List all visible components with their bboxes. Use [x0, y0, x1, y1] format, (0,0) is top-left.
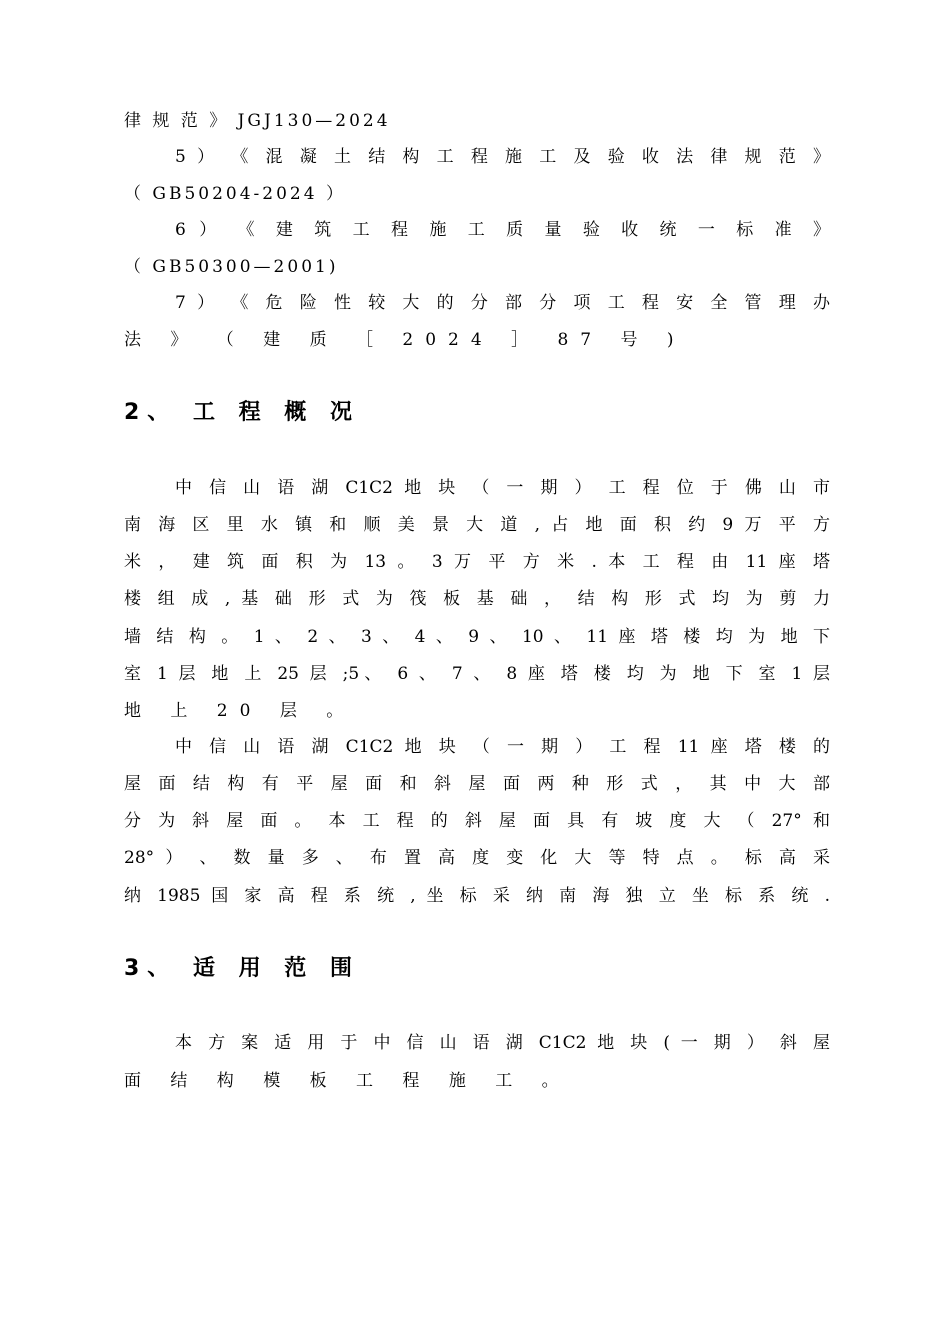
scope-paragraph-line: 面 结 构 模 板 工 程 施 工 。 [124, 1071, 571, 1091]
section-heading-scope: 3、 适 用 范 围 [124, 956, 360, 981]
overview-paragraph-2-line: 纳 1985 国 家 高 程 系 统 , 坐 标 采 纳 南 海 独 立 坐 标 系 统 . [124, 886, 830, 906]
overview-paragraph-2-line: 28° ） 、 数 量 多 、 布 置 高 度 变 化 大 等 特 点 。 标 高 采 [124, 848, 830, 868]
reference-item-7: 7 ） 《 危 险 性 较 大 的 分 部 分 项 工 程 安 全 管 理 办 [175, 293, 830, 313]
overview-paragraph-1-line: 中 信 山 语 湖 C1C2 地 块 （ 一 期 ） 工 程 位 于 佛 山 市 [175, 478, 830, 498]
reference-item-7-code: 法 》 （ 建 质 ［ 2024 ］ 87 号 ) [124, 330, 686, 350]
reference-item-6-code: （ GB50300—2001) [124, 257, 339, 277]
overview-paragraph-1-line: 南 海 区 里 水 镇 和 顺 美 景 大 道 , 占 地 面 积 约 9 万 平 方 [124, 515, 830, 535]
overview-paragraph-1-line: 墙 结 构 。 1 、 2 、 3 、 4 、 9 、 10 、 11 座 塔 楼 均 为 地 下 [124, 627, 830, 647]
section-heading-overview: 2、 工 程 概 况 [124, 400, 360, 425]
overview-paragraph-2-line: 分 为 斜 屋 面 。 本 工 程 的 斜 屋 面 具 有 坡 度 大 （ 27° 和 [124, 811, 830, 831]
reference-continuation: 律 规 范 》 JGJ130—2024 [124, 111, 391, 131]
reference-item-6: 6 ） 《 建 筑 工 程 施 工 质 量 验 收 统 一 标 准 》 [175, 220, 830, 240]
reference-item-5-code: （ GB50204-2024 ） [124, 184, 346, 204]
overview-paragraph-1-line: 米 ， 建 筑 面 积 为 13 。 3 万 平 方 米 . 本 工 程 由 11 座 塔 [124, 552, 830, 572]
overview-paragraph-1-line: 楼 组 成 , 基 础 形 式 为 筏 板 基 础 ， 结 构 形 式 均 为 剪 力 [124, 589, 830, 609]
overview-paragraph-2-line: 屋 面 结 构 有 平 屋 面 和 斜 屋 面 两 种 形 式 ， 其 中 大 部 [124, 774, 830, 794]
scope-paragraph-line: 本 方 案 适 用 于 中 信 山 语 湖 C1C2 地 块 ( 一 期 ） 斜 屋 [175, 1033, 830, 1053]
overview-paragraph-1-line: 室 1 层 地 上 25 层 ;5、 6 、 7 、 8 座 塔 楼 均 为 地 下 室 1 层 [124, 664, 830, 684]
overview-paragraph-1-line: 地 上 20 层 。 [124, 701, 356, 721]
reference-item-5: 5 ） 《 混 凝 土 结 构 工 程 施 工 及 验 收 法 律 规 范 》 [175, 147, 830, 167]
overview-paragraph-2-line: 中 信 山 语 湖 C1C2 地 块 （ 一 期 ） 工 程 11 座 塔 楼 的 [175, 737, 830, 757]
